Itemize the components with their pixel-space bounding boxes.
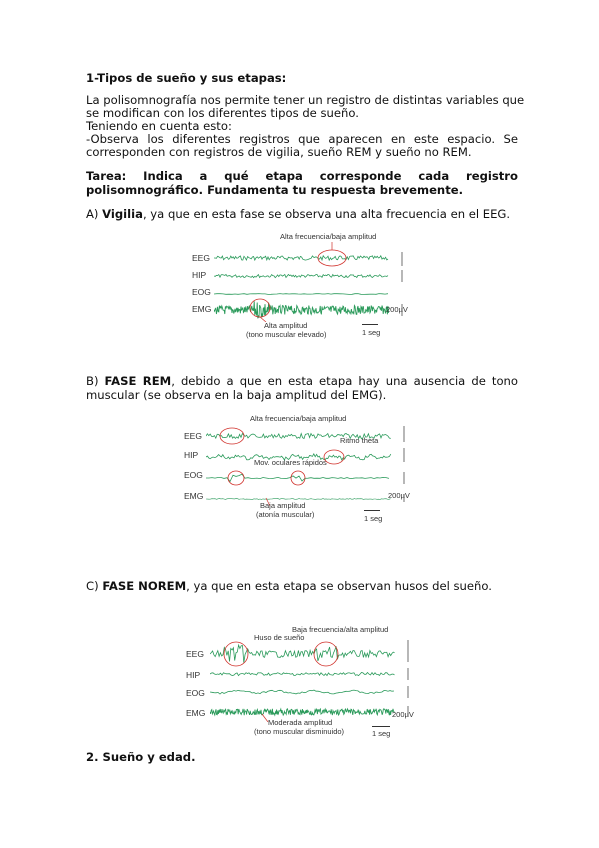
fig-a-time-bar — [362, 324, 378, 325]
fig-b-time-scale: 1 seg — [364, 514, 383, 523]
figure-a-polysomnogram — [190, 232, 420, 344]
answer-c-stage: FASE NOREM — [102, 579, 187, 593]
fig-c-note-top: Baja frecuencia/alta amplitud — [292, 625, 389, 634]
fig-c-time-scale: 1 seg — [372, 729, 391, 738]
section2-title: 2. Sueño y edad. — [86, 750, 196, 764]
section-title: 1-Tipos de sueño y sus etapas: — [86, 71, 287, 85]
fig-a-time-scale: 1 seg — [362, 328, 381, 337]
fig-a-hip-trace — [214, 275, 388, 278]
answer-b-line-2: muscular (se observa en la baja amplitud del EMG). — [86, 388, 387, 402]
answer-a — [86, 208, 510, 221]
fig-c-label-emg: EMG — [186, 708, 206, 718]
fig-b-note-bottom-2: (atonía muscular) — [256, 510, 315, 519]
task-line-2: polisomnográfico. Fundamenta tu respuesta brevemente. — [86, 183, 464, 197]
fig-c-eeg-trace — [210, 645, 395, 663]
fig-a-eeg-trace — [214, 256, 388, 260]
fig-a-traces — [214, 242, 414, 322]
fig-b-theta-circle — [324, 450, 344, 464]
fig-b-label-emg: EMG — [184, 491, 204, 501]
fig-c-wave-circle — [314, 642, 338, 666]
answer-b-prefix: B) — [86, 374, 105, 388]
answer-a-stage: Vigilia — [102, 207, 143, 221]
fig-a-label-eog: EOG — [192, 287, 211, 297]
para-line-3: Teniendo en cuenta esto: — [86, 119, 232, 133]
fig-b-note-top: Alta frecuencia/baja amplitud — [250, 414, 347, 423]
para-line-4: -Observa los diferentes registros que aparecen en este espacio. Se — [86, 132, 518, 146]
fig-b-emg-trace — [206, 499, 391, 500]
fig-b-note-theta: Ritmo theta — [340, 436, 379, 445]
fig-b-label-hip: HIP — [184, 450, 199, 460]
fig-c-label-eog: EOG — [186, 688, 205, 698]
fig-c-traces — [210, 634, 420, 722]
para-line-2: se modifican con los diferentes tipos de sueño. — [86, 106, 359, 120]
answer-c-prefix: C) — [86, 579, 103, 593]
fig-c-eog-trace — [210, 690, 394, 694]
fig-a-note-bottom-1: Alta amplitud — [264, 321, 308, 330]
answer-b-stage: FASE REM — [104, 374, 172, 388]
para-line-5: corresponden con registros de vigilia, sueño REM y sueño no REM. — [86, 145, 472, 159]
fig-b-amp-scale: 200µV — [388, 491, 410, 500]
figure-b-polysomnogram — [182, 412, 422, 527]
fig-b-label-eog: EOG — [184, 470, 203, 480]
fig-a-label-emg: EMG — [192, 304, 212, 314]
answer-c — [86, 580, 492, 593]
fig-b-eog-circle-1 — [228, 471, 244, 485]
fig-b-eog-trace — [206, 474, 389, 481]
fig-c-label-eeg: EEG — [186, 649, 204, 659]
fig-c-hip-trace — [210, 673, 395, 676]
fig-c-time-bar — [372, 726, 390, 727]
fig-a-label-eeg: EEG — [192, 253, 210, 263]
answer-a-reason: , ya que en esta fase se observa una alta frecuencia en el EEG. — [142, 207, 511, 221]
answer-b-line-1 — [86, 375, 518, 388]
fig-c-note-bottom-1: Moderada amplitud — [268, 718, 333, 727]
fig-a-amp-scale: 200µV — [386, 305, 408, 314]
fig-c-emg-trace — [210, 709, 395, 715]
para-line-1: La polisomnografía nos permite tener un registro de distintas variables que — [86, 93, 525, 107]
fig-b-eeg-trace — [206, 434, 391, 439]
fig-a-label-hip: HIP — [192, 270, 207, 280]
fig-b-eog-circle-2 — [291, 471, 305, 485]
fig-b-label-eeg: EEG — [184, 431, 202, 441]
fig-c-note-bottom-2: (tono muscular disminuido) — [254, 727, 345, 736]
fig-c-label-hip: HIP — [186, 670, 201, 680]
task-line-1: Tarea: Indica a qué etapa corresponde cada registro — [86, 169, 518, 183]
fig-a-eog-trace — [214, 294, 388, 295]
fig-c-amp-scale: 200µV — [392, 710, 414, 719]
answer-a-prefix: A) — [86, 207, 103, 221]
fig-b-note-eog: Mov. oculares rápidos — [254, 458, 327, 467]
fig-a-note-bottom-2: (tono muscular elevado) — [246, 330, 327, 339]
fig-a-note-top: Alta frecuencia/baja amplitud — [280, 232, 377, 241]
answer-c-reason: , ya que en esta etapa se observan husos del sueño. — [186, 579, 492, 593]
fig-c-note-spindle: Huso de sueño — [254, 633, 305, 642]
fig-b-note-bottom-1: Baja amplitud — [260, 501, 306, 510]
figure-c-polysomnogram — [184, 622, 424, 742]
answer-b-reason: , debido a que en esta etapa hay una ausencia de tono — [171, 374, 518, 388]
fig-b-time-bar — [364, 510, 380, 511]
fig-b-hip-trace — [206, 454, 391, 460]
fig-a-emg-trace — [214, 301, 389, 318]
fig-b-traces — [206, 420, 416, 506]
